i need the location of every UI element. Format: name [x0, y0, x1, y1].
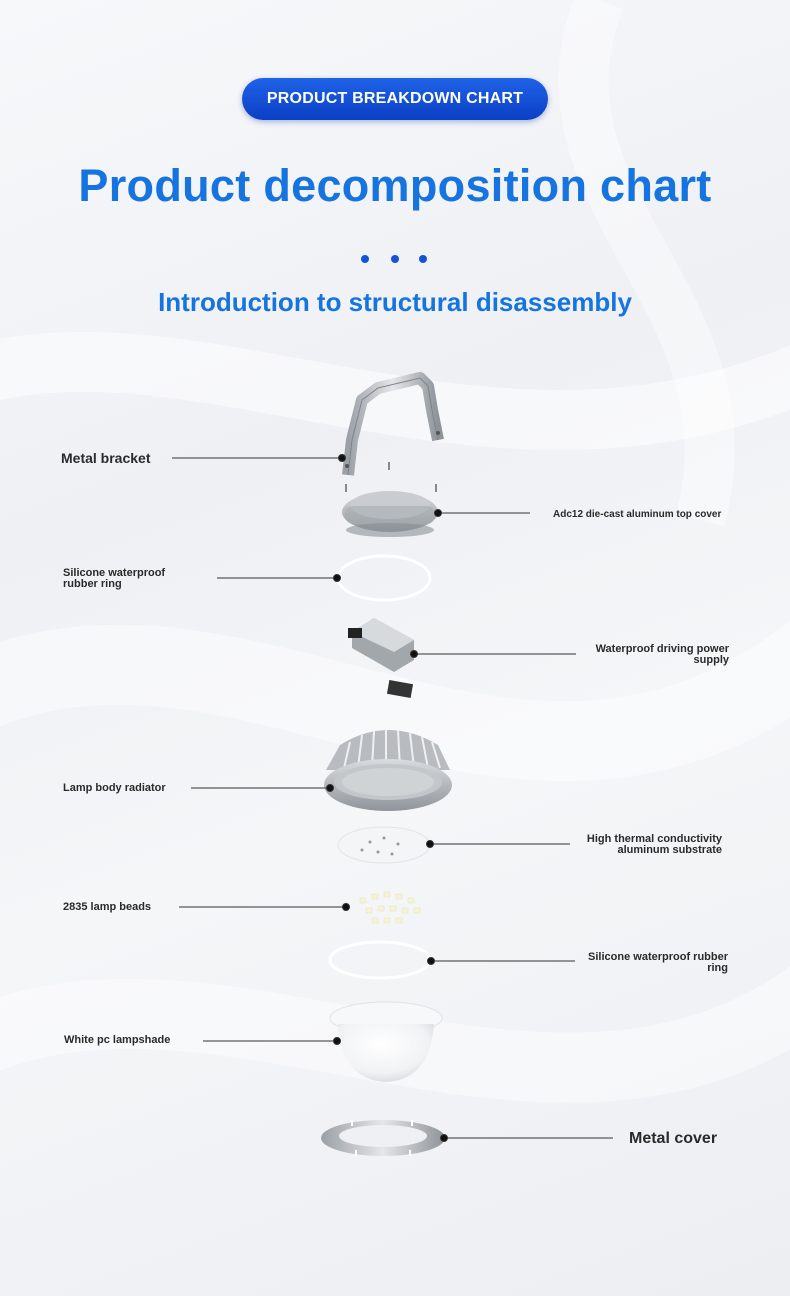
- label-line: High thermal conductivity: [586, 833, 722, 845]
- power-supply-part: [348, 618, 414, 698]
- leader-dot: [334, 1038, 341, 1045]
- metal-cover-part: [321, 1120, 445, 1156]
- label-line: aluminum substrate: [617, 844, 722, 856]
- label-substrate: [560, 834, 722, 856]
- leader-dot: [428, 958, 435, 965]
- leader-dot: [427, 841, 434, 848]
- lampshade-part: [330, 1002, 442, 1082]
- label-line: ring: [707, 962, 728, 974]
- label-radiator: Lamp body radiator: [63, 782, 166, 794]
- leader-dot: [327, 785, 334, 792]
- label-line: supply: [693, 654, 729, 666]
- label-metal-cover: Metal cover: [629, 1130, 718, 1147]
- label-line: Silicone waterproof rubber: [588, 951, 728, 963]
- leader-dot: [435, 510, 442, 517]
- leader-dot: [441, 1135, 448, 1142]
- silicone-ring-2-part: [330, 942, 430, 978]
- leader-dot: [339, 455, 346, 462]
- label-line: Waterproof driving power: [595, 643, 729, 655]
- page-subtitle: Introduction to structural disassembly: [158, 287, 632, 317]
- substrate-part: [338, 827, 430, 863]
- top-cover-part: [342, 491, 438, 537]
- label-metal-bracket: Metal bracket: [61, 450, 151, 466]
- label-top-cover: Adc12 die-cast aluminum top cover: [553, 509, 722, 520]
- lamp-beads-part: [360, 892, 420, 923]
- label-silicone-ring-1: [63, 568, 165, 590]
- metal-bracket-part: [345, 378, 440, 492]
- breakdown-badge: PRODUCT BREAKDOWN CHART: [242, 78, 548, 120]
- silicone-ring-1-part: [338, 556, 430, 600]
- label-power-supply: [570, 644, 729, 666]
- label-silicone-ring-2: [567, 952, 728, 974]
- label-lampshade: White pc lampshade: [64, 1034, 171, 1046]
- radiator-part: [324, 729, 452, 811]
- label-line: Silicone waterproof: [63, 567, 166, 579]
- label-lamp-beads: 2835 lamp beads: [63, 901, 152, 913]
- leader-dot: [334, 575, 341, 582]
- page-title: Product decomposition chart: [78, 160, 712, 211]
- leader-dot: [343, 904, 350, 911]
- label-line: rubber ring: [63, 578, 122, 590]
- leader-dot: [411, 651, 418, 658]
